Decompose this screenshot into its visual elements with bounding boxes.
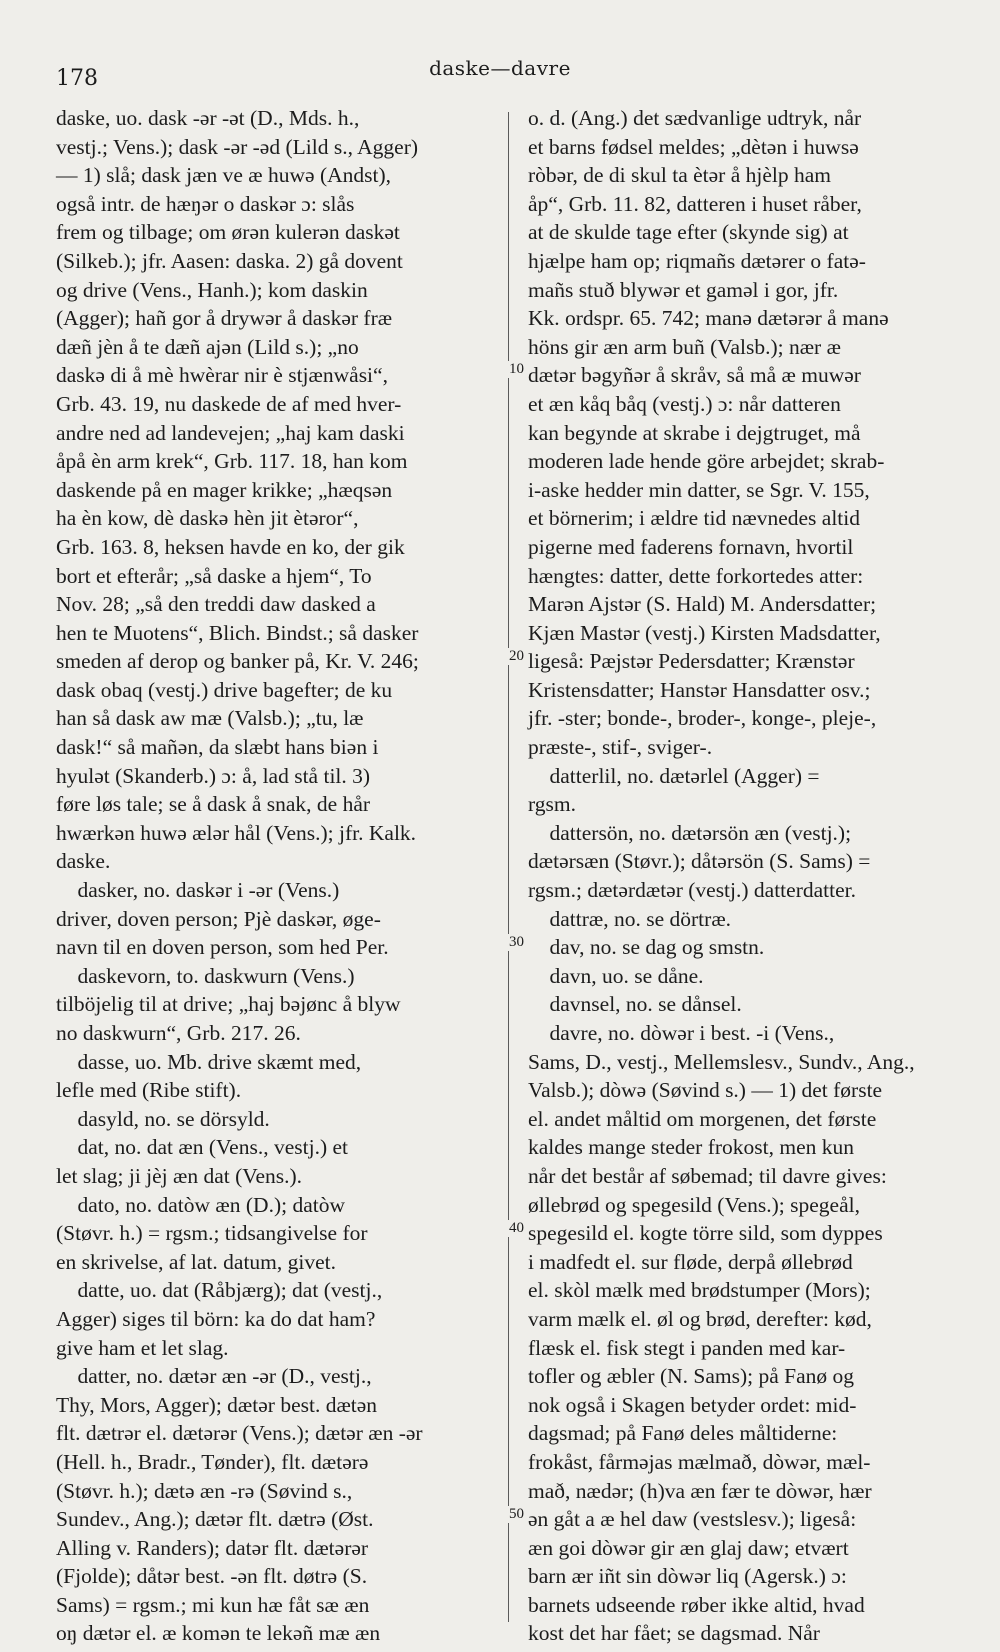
- text-line: Grb. 163. 8, heksen havde en ko, der gik: [56, 534, 405, 559]
- text-line: mañs stuð blywər et gaməl i gor, jfr.: [528, 277, 839, 302]
- page-number: 178: [56, 66, 98, 91]
- text-line: dask obaq (vestj.) drive bagefter; de ku: [56, 677, 393, 702]
- text-line: daskə di å mè hwèrar nir è stjænwåsi“,: [56, 363, 388, 388]
- text-line: ən gåt a æ hel daw (vestslesv.); ligeså:: [528, 1507, 857, 1532]
- text-line: i-aske hedder min datter, se Sgr. V. 155,: [528, 477, 870, 502]
- text-line: i madfedt el. sur fløde, derpå øllebrød: [528, 1249, 853, 1274]
- text-line: Grb. 43. 19, nu daskede de af med hver-: [56, 391, 402, 416]
- text-line: også intr. de hæŋər o daskər ɔ: slås: [56, 191, 355, 216]
- text-line: daske, uo. dask -ər -ət (D., Mds. h.,: [56, 106, 360, 130]
- text-line: daske.: [56, 849, 111, 874]
- text-line: flæsk el. fisk stegt i panden med kar-: [528, 1335, 846, 1360]
- text-line: han så dask aw mæ (Valsb.); „tu, læ: [56, 706, 364, 731]
- text-line: spegesild el. kogte törre sild, som dyppes: [528, 1221, 883, 1246]
- text-line: davnsel, no. se dånsel.: [528, 992, 742, 1017]
- text-line: tilböjelig til at drive; „haj bəjønc å blyw: [56, 992, 401, 1017]
- text-line: hwærkən huwə ælər hål (Vens.); jfr. Kalk.: [56, 820, 417, 845]
- text-line: Kk. ordspr. 65. 742; manə dætərər å manə: [528, 306, 889, 331]
- text-line: ròbər, de di skul ta ètər å hjèlp ham: [528, 163, 832, 188]
- text-line: dætər bəgyñər å skråv, så må æ muwər: [528, 363, 861, 388]
- text-line: pigerne med faderens fornavn, hvortil: [528, 534, 854, 559]
- text-line: give ham et let slag.: [56, 1335, 229, 1360]
- text-line: Sams) = rgsm.; mi kun hæ fåt sæ æn: [56, 1592, 370, 1617]
- text-line: ligeså: Pæjstər Pedersdatter; Krænstər: [528, 649, 855, 674]
- text-line: rgsm.; dætərdætər (vestj.) datterdatter.: [528, 878, 856, 903]
- text-line: dat, no. dat æn (Vens., vestj.) et: [56, 1135, 348, 1160]
- margin-line-number: 20: [509, 648, 524, 664]
- text-line: el. skòl mælk med brødstumper (Mors);: [528, 1278, 871, 1303]
- text-line: datter, no. dætər æn -ər (D., vestj.,: [56, 1364, 372, 1389]
- text-line: hængtes: datter, dette forkortedes atter:: [528, 563, 864, 588]
- text-line: navn til en doven person, som hed Per.: [56, 935, 389, 960]
- text-line: hjælpe ham op; riqmañs dætərer o fatə-: [528, 248, 866, 273]
- right-column: [528, 104, 980, 1646]
- text-line: let slag; ji jèj æn dat (Vens.).: [56, 1163, 303, 1188]
- text-line: daskende på en mager krikke; „hæqsən: [56, 477, 393, 502]
- text-line: et barns fødsel meldes; „dètən i huwsə: [528, 134, 859, 159]
- margin-line-number: 30: [509, 934, 524, 950]
- text-line: hyulət (Skanderb.) ɔ: å, lad stå til. 3): [56, 763, 371, 788]
- text-line: flt. dætrər el. dætərər (Vens.); dætər æn -ər: [56, 1421, 423, 1446]
- text-line: datte, uo. dat (Råbjærg); dat (vestj.,: [56, 1278, 383, 1303]
- text-line: (Fjolde); dåtər best. -ən flt. døtrə (S.: [56, 1564, 368, 1589]
- text-line: Kjæn Mastər (vestj.) Kirsten Madsdatter,: [528, 620, 881, 645]
- text-line: el. andet måltid om morgenen, det første: [528, 1106, 877, 1131]
- left-column: [56, 104, 508, 1646]
- text-line: frem og tilbage; om ørən kulerən daskət: [56, 220, 400, 245]
- text-line: driver, doven person; Pjè daskər, øge-: [56, 906, 381, 931]
- text-line: dasyld, no. se dörsyld.: [56, 1106, 270, 1131]
- text-line: dagsmad; på Fanø deles måltiderne:: [528, 1421, 838, 1446]
- text-line: (Støvr. h.) = rgsm.; tidsangivelse for: [56, 1221, 368, 1246]
- text-line: kaldes mange steder frokost, men kun: [528, 1135, 854, 1160]
- margin-line-numbers: [508, 104, 528, 1624]
- text-line: øllebrød og spegesild (Vens.); spegeål,: [528, 1192, 860, 1217]
- text-line: dato, no. datòw æn (D.); datòw: [56, 1192, 346, 1217]
- text-line: dasker, no. daskər i -ər (Vens.): [56, 878, 340, 903]
- margin-line-number: 10: [509, 361, 524, 377]
- text-line: no daskwurn“, Grb. 217. 26.: [56, 1021, 301, 1045]
- text-line: vestj.; Vens.); dask -ər -əd (Lild s., Agger): [56, 134, 419, 159]
- text-line: Sundev., Ang.); dætər flt. dætrə (Øst.: [56, 1507, 374, 1532]
- text-line: barn ær iñt sin dòwər liq (Agersk.) ɔ:: [528, 1564, 847, 1589]
- text-line: tofler og æbler (N. Sams); på Fanø og: [528, 1364, 855, 1389]
- margin-line-number: 50: [509, 1506, 524, 1522]
- text-line: jfr. -ster; bonde-, broder-, konge-, pleje-,: [528, 706, 877, 731]
- text-line: præste-, stif-, sviger-.: [528, 735, 713, 760]
- text-line: dasse, uo. Mb. drive skæmt med,: [56, 1049, 362, 1074]
- text-line: nok også i Skagen betyder ordet: mid-: [528, 1392, 857, 1417]
- text-line: höns gir æn arm buñ (Valsb.); nær æ: [528, 334, 841, 359]
- text-line: moderen lade hende göre arbejdet; skrab-: [528, 449, 885, 474]
- text-line: frokåst, fårməjas mælmað, dòwər, mæl-: [528, 1449, 871, 1474]
- text-line: mað, nædər; (h)va æn fær te dòwər, hær: [528, 1478, 872, 1503]
- text-line: dæñ jèn å te dæñ ajən (Lild s.); „no: [56, 334, 359, 359]
- text-line: varm mælk el. øl og brød, derefter: kød,: [528, 1306, 872, 1331]
- text-line: — 1) slå; dask jæn ve æ huwə (Andst),: [56, 163, 392, 188]
- text-line: dattræ, no. se dörtræ.: [528, 906, 732, 931]
- text-line: ha èn kow, dè daskə hèn jit ètəror“,: [56, 506, 359, 531]
- text-line: et börnerim; i ældre tid nævnedes altid: [528, 506, 860, 531]
- text-line: davn, uo. se dåne.: [528, 963, 704, 988]
- text-line: kan begynde at skrabe i dejgtruget, må: [528, 420, 861, 445]
- text-line: rgsm.: [528, 792, 576, 817]
- text-line: føre løs tale; se å dask å snak, de hår: [56, 792, 371, 817]
- text-line: (Silkeb.); jfr. Aasen: daska. 2) gå dovent: [56, 248, 403, 273]
- text-line: oŋ dætər el. æ komən te lekəñ mæ æn: [56, 1621, 381, 1646]
- text-line: barnets udseende røber ikke altid, hvad: [528, 1592, 865, 1617]
- text-line: åpå èn arm krek“, Grb. 117. 18, han kom: [56, 449, 408, 474]
- text-line: smeden af derop og banker på, Kr. V. 246;: [56, 649, 419, 674]
- text-line: davre, no. dòwər i best. -i (Vens.,: [528, 1021, 835, 1045]
- running-head: daske—davre: [429, 56, 571, 80]
- text-line: åp“, Grb. 11. 82, datteren i huset råber,: [528, 191, 862, 216]
- text-line: og drive (Vens., Hanh.); kom daskin: [56, 277, 368, 302]
- text-line: Nov. 28; „så den treddi daw dasked a: [56, 592, 376, 617]
- margin-line-number: 40: [509, 1220, 524, 1236]
- text-line: bort et efterår; „så daske a hjem“, To: [56, 563, 372, 588]
- text-line: dattersön, no. dætərsön æn (vestj.);: [528, 820, 852, 845]
- text-line: Thy, Mors, Agger); dætər best. dætən: [56, 1392, 378, 1417]
- text-line: at de skulde tage efter (skynde sig) at: [528, 220, 849, 245]
- text-line: når det består af søbemad; til davre gives:: [528, 1163, 887, 1188]
- text-line: lefle med (Ribe stift).: [56, 1078, 242, 1103]
- text-line: Kristensdatter; Hanstər Hansdatter osv.;: [528, 677, 871, 702]
- text-line: Sams, D., vestj., Mellemslesv., Sundv., Ang.,: [528, 1049, 915, 1074]
- text-line: (Agger); hañ gor å drywər å daskər fræ: [56, 306, 393, 331]
- text-line: kost det har fået; se dagsmad. Når: [528, 1621, 820, 1646]
- text-line: (Hell. h., Bradr., Tønder), flt. dætərə: [56, 1449, 369, 1474]
- text-line: Valsb.); dòwə (Søvind s.) — 1) det første: [528, 1078, 883, 1103]
- text-line: en skrivelse, af lat. datum, givet.: [56, 1249, 337, 1274]
- text-line: hen te Muotens“, Blich. Bindst.; så dasker: [56, 620, 419, 645]
- text-line: (Støvr. h.); dætə æn -rə (Søvind s.,: [56, 1478, 353, 1503]
- text-line: et æn kåq båq (vestj.) ɔ: når datteren: [528, 391, 841, 416]
- text-line: datterlil, no. dætərlel (Agger) =: [528, 763, 820, 788]
- text-line: dav, no. se dag og smstn.: [528, 935, 765, 960]
- text-line: daskevorn, to. daskwurn (Vens.): [56, 963, 355, 988]
- text-line: o. d. (Ang.) det sædvanlige udtryk, når: [528, 106, 862, 130]
- text-line: Marən Ajstər (S. Hald) M. Andersdatter;: [528, 592, 877, 617]
- text-line: andre ned ad landevejen; „haj kam daski: [56, 420, 405, 445]
- text-line: æn goi dòwər gir æn glaj daw; etvært: [528, 1535, 849, 1560]
- text-line: Alling v. Randers); datər flt. dætərər: [56, 1535, 369, 1560]
- text-line: dætərsæn (Støvr.); dåtərsön (S. Sams) =: [528, 849, 871, 874]
- text-line: dask!“ så mañən, da slæbt hans biən i: [56, 735, 379, 760]
- text-line: Agger) siges til börn: ka do dat ham?: [56, 1306, 376, 1331]
